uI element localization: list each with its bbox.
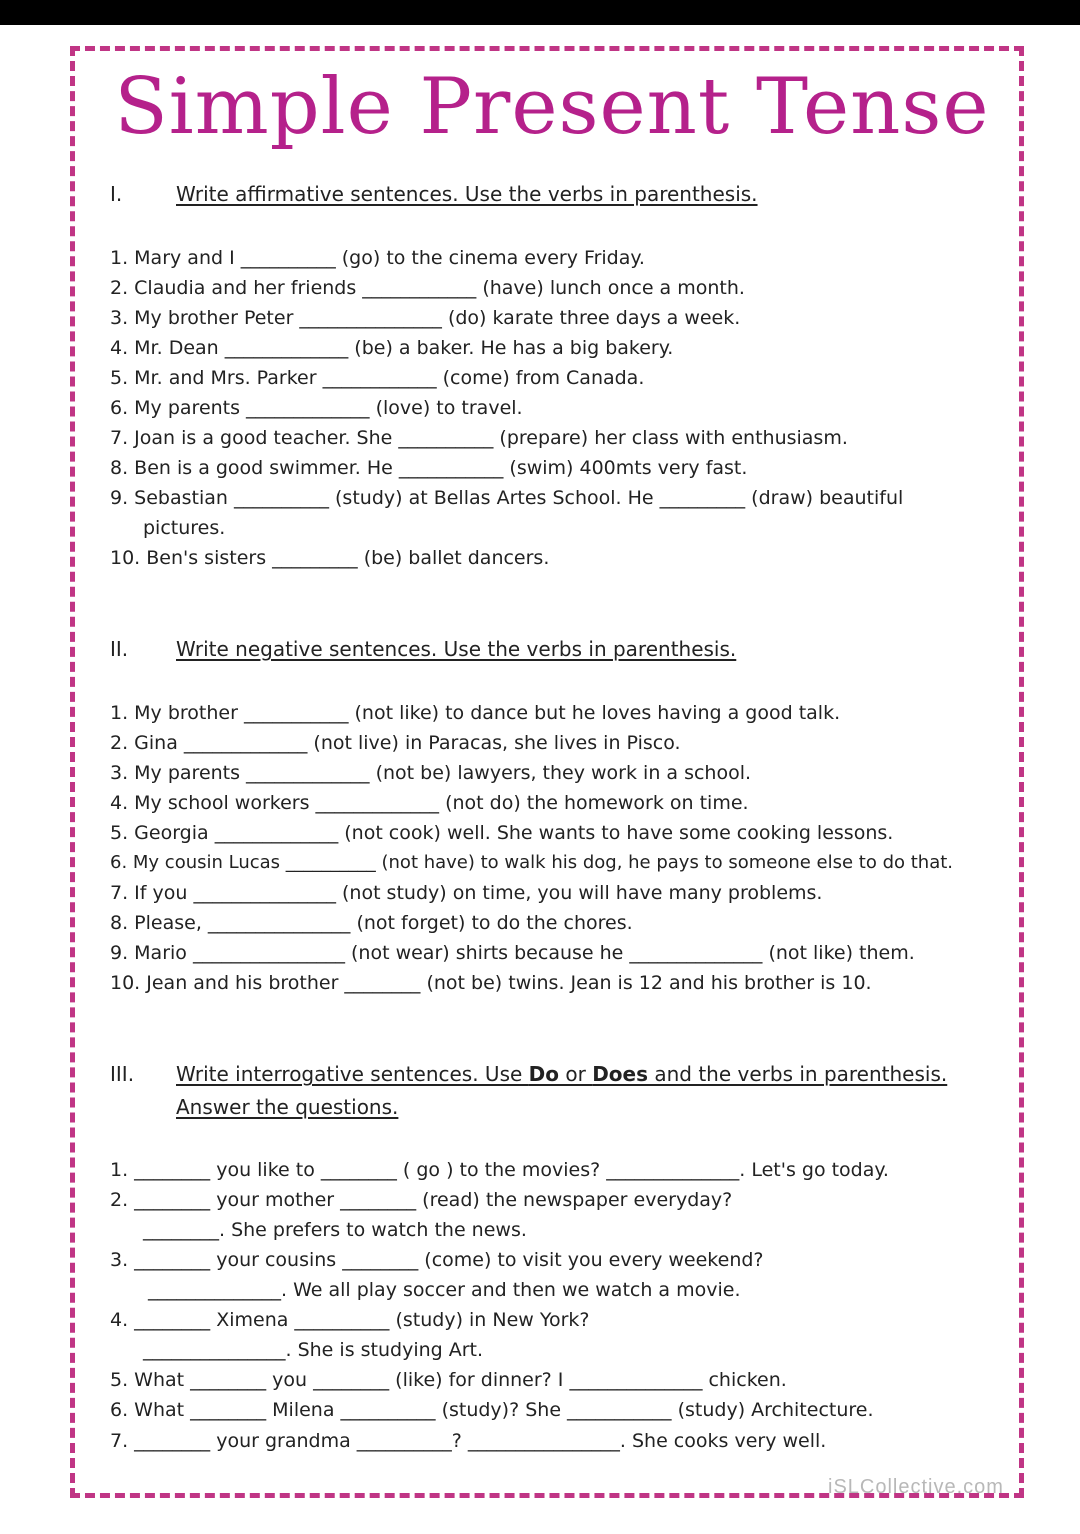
section-3-instruction	[176, 1061, 947, 1087]
s3-item-4-answer: _______________. She is studying Art.	[143, 1339, 484, 1361]
s2-item-10: 10. Jean and his brother ________ (not be) twins. Jean is 12 and his brother is 10.	[110, 972, 872, 994]
top-bar	[0, 0, 1080, 25]
section-3-instruction-line-2: Answer the questions.	[176, 1095, 399, 1119]
s2-item-1: 1. My brother ___________ (not like) to dance but he loves having a good talk.	[110, 702, 841, 724]
watermark: iSLCollective.com	[828, 1476, 1004, 1498]
s1-item-3: 3. My brother Peter _______________ (do) karate three days a week.	[110, 307, 741, 329]
s3-item-2: 2. ________ your mother ________ (read) the newspaper everyday?	[110, 1189, 733, 1211]
s3-instr-b: and the verbs in parenthesis.	[648, 1062, 948, 1086]
s2-item-6: 6. My cousin Lucas __________ (not have) to walk his dog, he pays to someone else to do that.	[110, 852, 954, 873]
s1-item-1: 1. Mary and I __________ (go) to the cinema every Friday.	[110, 247, 645, 269]
section-2-instruction: Write negative sentences. Use the verbs in parenthesis.	[176, 637, 737, 661]
s1-item-2: 2. Claudia and her friends ____________ (have) lunch once a month.	[110, 277, 745, 299]
s2-item-8: 8. Please, _______________ (not forget) to do the chores.	[110, 912, 633, 934]
page-title: Simple Present Tense	[114, 62, 990, 152]
s3-item-6: 6. What ________ Milena __________ (study)? She ___________ (study) Architecture.	[110, 1399, 874, 1421]
s1-item-9-cont: pictures.	[143, 517, 226, 539]
s1-item-5: 5. Mr. and Mrs. Parker ____________ (come) from Canada.	[110, 367, 645, 389]
s3-item-7: 7. ________ your grandma __________? ________________. She cooks very well.	[110, 1430, 827, 1452]
s3-instr-does: Does	[592, 1062, 648, 1086]
s3-item-4: 4. ________ Ximena __________ (study) in New York?	[110, 1309, 590, 1331]
s2-item-3: 3. My parents _____________ (not be) lawyers, they work in a school.	[110, 762, 752, 784]
s1-item-7: 7. Joan is a good teacher. She __________ (prepare) her class with enthusiasm.	[110, 427, 848, 449]
s1-item-10: 10. Ben's sisters _________ (be) ballet dancers.	[110, 547, 550, 569]
section-1-numeral: I.	[110, 182, 123, 206]
section-3-numeral: III.	[110, 1062, 135, 1086]
s3-item-3: 3. ________ your cousins ________ (come) to visit you every weekend?	[110, 1249, 764, 1271]
s3-item-1: 1. ________ you like to ________ ( go ) to the movies? ______________. Let's go today.	[110, 1159, 889, 1181]
s2-item-7: 7. If you _______________ (not study) on time, you will have many problems.	[110, 882, 823, 904]
s3-instr-do: Do	[528, 1062, 559, 1086]
s3-instr-or: or	[559, 1062, 593, 1086]
s1-item-9: 9. Sebastian __________ (study) at Bellas Artes School. He _________ (draw) beautiful	[110, 487, 904, 509]
s1-item-4: 4. Mr. Dean _____________ (be) a baker. He has a big bakery.	[110, 337, 674, 359]
s2-item-5: 5. Georgia _____________ (not cook) well. She wants to have some cooking lessons.	[110, 822, 894, 844]
s3-item-5: 5. What ________ you ________ (like) for dinner? I ______________ chicken.	[110, 1369, 787, 1391]
s2-item-4: 4. My school workers _____________ (not do) the homework on time.	[110, 792, 749, 814]
s1-item-6: 6. My parents _____________ (love) to travel.	[110, 397, 523, 419]
s1-item-8: 8. Ben is a good swimmer. He ___________ (swim) 400mts very fast.	[110, 457, 748, 479]
s3-item-2-answer: ________. She prefers to watch the news.	[143, 1219, 527, 1241]
section-2-numeral: II.	[110, 637, 129, 661]
section-1-instruction: Write affirmative sentences. Use the verbs in parenthesis.	[176, 182, 758, 206]
s3-instr-a: Write interrogative sentences. Use	[176, 1062, 529, 1086]
s2-item-2: 2. Gina _____________ (not live) in Paracas, she lives in Pisco.	[110, 732, 681, 754]
s3-item-3-answer: ______________. We all play soccer and then we watch a movie.	[148, 1279, 741, 1301]
s2-item-9: 9. Mario ________________ (not wear) shirts because he ______________ (not like) them.	[110, 942, 915, 964]
